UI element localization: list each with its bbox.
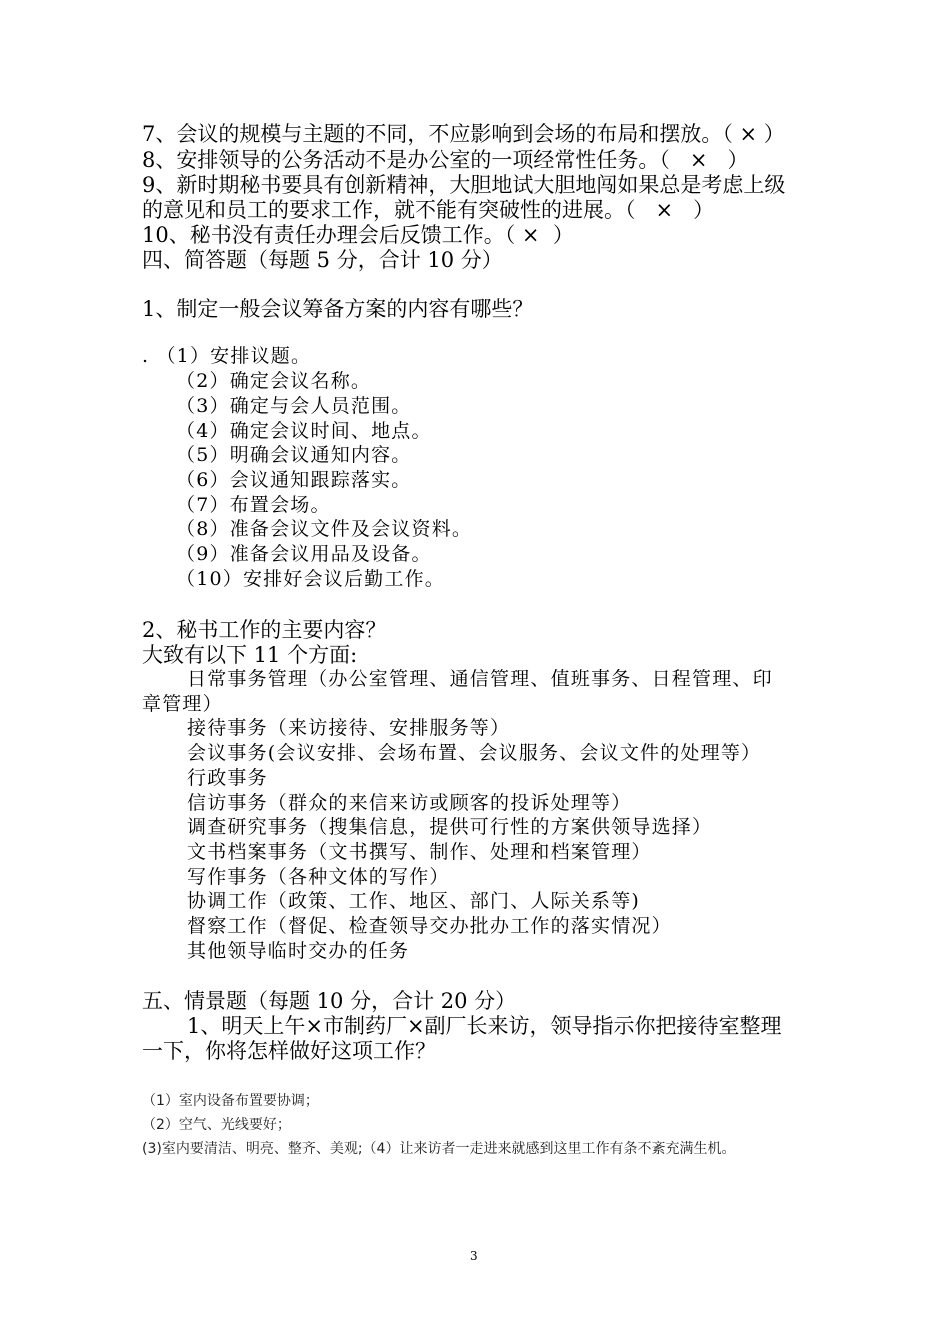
q2-item-9: 协调工作（政策、工作、地区、部门、人际关系等) [187, 890, 641, 912]
section5-question-1-line2: 一下，你将怎样做好这项工作？ [142, 1039, 436, 1063]
q1-answer-9: （9）准备会议用品及设备。 [176, 543, 432, 565]
q1-answer-3: （3）确定与会人员范围。 [176, 395, 412, 417]
section5-answer-3: (3)室内要清洁、明亮、整齐、美观;（4）让来访者一走进来就感到这里工作有条不紊充满生机。 [142, 1141, 736, 1157]
q2-item-8: 写作事务（各种文体的写作） [187, 866, 450, 888]
q1-answer-4: （4）确定会议时间、地点。 [176, 420, 432, 442]
tf-question-10: 10、秘书没有责任办理会后反馈工作。（ × ） [142, 223, 574, 247]
q2-item-1-line1: 日常事务管理（办公室管理、通信管理、值班事务、日程管理、印 [187, 668, 773, 690]
q2-item-3: 会议事务(会议安排、会场布置、会议服务、会议文件的处理等） [187, 742, 762, 764]
q1-answer-1: . （1）安排议题。 [142, 345, 312, 367]
q1-answer-5: （5）明确会议通知内容。 [176, 444, 412, 466]
q2-item-11: 其他领导临时交办的任务 [187, 940, 410, 962]
q2-item-5: 信访事务（群众的来信来访或顾客的投诉处理等） [187, 792, 632, 814]
tf-question-9-line2: 的意见和员工的要求工作，就不能有突破性的进展。（ × ） [142, 198, 715, 222]
tf-question-9-line1: 9、新时期秘书要具有创新精神，大胆地试大胆地闯如果总是考虑上级 [142, 173, 786, 197]
section5-answer-2: （2）空气、光线要好； [142, 1117, 291, 1133]
q2-item-1-line2: 章管理） [142, 693, 223, 715]
section5-heading: 五、情景题（每题 10 分，合计 20 分） [142, 989, 517, 1013]
q2-item-6: 调查研究事务（搜集信息，提供可行性的方案供领导选择） [187, 816, 713, 838]
q1-answer-6: （6）会议通知跟踪落实。 [176, 469, 412, 491]
q2-intro: 大致有以下 11 个方面: [142, 643, 358, 667]
q2-item-2: 接待事务（来访接待、安排服务等） [187, 717, 511, 739]
section5-answer-1: （1）室内设备布置要协调； [142, 1093, 319, 1109]
section4-heading: 四、简答题（每题 5 分，合计 10 分） [142, 248, 503, 272]
q1-answer-8: （8）准备会议文件及会议资料。 [176, 518, 473, 540]
q2-item-10: 督察工作（督促、检查领导交办批办工作的落实情况） [187, 915, 672, 937]
tf-question-7: 7、会议的规模与主题的不同，不应影响到会场的布局和摆放。（ × ） [142, 122, 785, 146]
q1-answer-10: （10）安排好会议后勤工作。 [176, 568, 445, 590]
tf-question-8: 8、安排领导的公务活动不是办公室的一项经常性任务。（ × ） [142, 148, 749, 172]
q2-item-7: 文书档案事务（文书撰写、制作、处理和档案管理） [187, 841, 652, 863]
section4-question-2: 2、秘书工作的主要内容？ [142, 618, 387, 642]
page-number: 3 [470, 1249, 478, 1263]
q1-answer-2: （2）确定会议名称。 [176, 370, 372, 392]
q1-answer-7: （7）布置会场。 [176, 494, 331, 516]
section5-question-1-line1: 1、明天上午×市制药厂×副厂长来访，领导指示你把接待室整理 [187, 1014, 782, 1038]
section4-question-1: 1、制定一般会议筹备方案的内容有哪些？ [142, 297, 534, 321]
q2-item-4: 行政事务 [187, 767, 268, 789]
